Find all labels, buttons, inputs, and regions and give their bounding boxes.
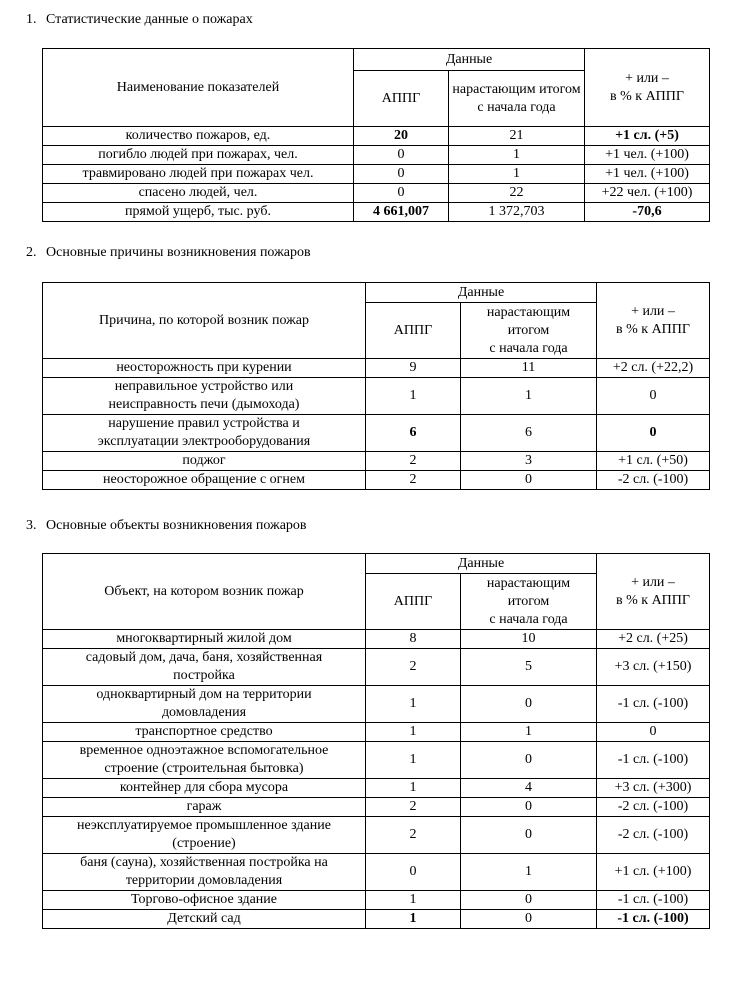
row-name-cell: Детский сад — [43, 910, 366, 929]
section-heading — [26, 11, 253, 29]
row-name-cell: неэксплуатируемое промышленное здание (строение) — [43, 817, 366, 854]
row-appg-cell: 2 — [366, 817, 461, 854]
header-data-group: Данные — [366, 554, 597, 574]
row-change-cell: +3 сл. (+150) — [597, 649, 710, 686]
header-data-group: Данные — [366, 283, 597, 303]
table-row — [43, 127, 710, 146]
row-appg-cell: 1 — [366, 686, 461, 723]
section-number: 3. — [26, 518, 37, 533]
row-name-cell: баня (сауна), хозяйственная постройка на территории домовладения — [43, 854, 366, 891]
table-row — [43, 686, 710, 723]
table-header-row — [43, 554, 710, 574]
row-appg-cell: 8 — [366, 630, 461, 649]
section-title: Статистические данные о пожарах — [46, 12, 253, 27]
table-row — [43, 910, 710, 929]
row-cumulative-cell: 3 — [461, 452, 597, 471]
row-name-cell: нарушение правил устройства и эксплуатации электрооборудования — [43, 415, 366, 452]
table-row — [43, 203, 710, 222]
section-number: 2. — [26, 245, 37, 260]
row-appg-cell: 0 — [354, 184, 449, 203]
table-row — [43, 415, 710, 452]
row-name-cell: травмировано людей при пожарах чел. — [43, 165, 354, 184]
row-cumulative-cell: 22 — [449, 184, 585, 203]
row-cumulative-cell: 1 — [461, 723, 597, 742]
header-data-group: Данные — [354, 49, 585, 71]
section-heading — [26, 517, 307, 535]
row-name-cell: неосторожное обращение с огнем — [43, 471, 366, 490]
row-name-cell: одноквартирный дом на территории домовладения — [43, 686, 366, 723]
row-change-cell: +2 сл. (+22,2) — [597, 359, 710, 378]
header-change-column: + или – в % к АППГ — [597, 283, 710, 359]
row-cumulative-cell: 1 — [461, 854, 597, 891]
table-header-row — [43, 49, 710, 71]
row-appg-cell: 2 — [366, 649, 461, 686]
row-appg-cell: 2 — [366, 471, 461, 490]
section-number: 1. — [26, 12, 37, 27]
header-change-column: + или – в % к АППГ — [585, 49, 710, 127]
section-title: Основные причины возникновения пожаров — [46, 245, 311, 260]
row-change-cell: -1 сл. (-100) — [597, 686, 710, 723]
row-cumulative-cell: 4 — [461, 779, 597, 798]
row-appg-cell: 1 — [366, 779, 461, 798]
row-name-cell: поджог — [43, 452, 366, 471]
table-header-row — [43, 283, 710, 303]
table-row — [43, 891, 710, 910]
row-change-cell: -1 сл. (-100) — [597, 910, 710, 929]
table-row — [43, 723, 710, 742]
fire-statistics-table — [42, 48, 710, 222]
header-name-column: Объект, на котором возник пожар — [43, 554, 366, 630]
table-row — [43, 184, 710, 203]
row-change-cell: 0 — [597, 378, 710, 415]
row-appg-cell: 2 — [366, 798, 461, 817]
header-appg-column: АППГ — [366, 303, 461, 359]
table-row — [43, 798, 710, 817]
row-change-cell: 0 — [597, 723, 710, 742]
fire-causes-table — [42, 282, 710, 490]
row-cumulative-cell: 0 — [461, 742, 597, 779]
row-cumulative-cell: 0 — [461, 910, 597, 929]
table-row — [43, 630, 710, 649]
table-row — [43, 649, 710, 686]
row-appg-cell: 20 — [354, 127, 449, 146]
row-cumulative-cell: 10 — [461, 630, 597, 649]
row-cumulative-cell: 6 — [461, 415, 597, 452]
header-cumulative-column: нарастающим итогом с начала года — [449, 71, 585, 127]
row-name-cell: гараж — [43, 798, 366, 817]
table-row — [43, 146, 710, 165]
table-row — [43, 817, 710, 854]
row-appg-cell: 9 — [366, 359, 461, 378]
row-appg-cell: 6 — [366, 415, 461, 452]
table-row — [43, 452, 710, 471]
row-change-cell: -1 сл. (-100) — [597, 891, 710, 910]
row-name-cell: неосторожность при курении — [43, 359, 366, 378]
row-change-cell: -2 сл. (-100) — [597, 798, 710, 817]
row-change-cell: -1 сл. (-100) — [597, 742, 710, 779]
row-name-cell: погибло людей при пожарах, чел. — [43, 146, 354, 165]
row-cumulative-cell: 5 — [461, 649, 597, 686]
row-change-cell: +22 чел. (+100) — [585, 184, 710, 203]
row-cumulative-cell: 1 372,703 — [449, 203, 585, 222]
row-cumulative-cell: 1 — [449, 165, 585, 184]
row-name-cell: прямой ущерб, тыс. руб. — [43, 203, 354, 222]
row-change-cell: +1 сл. (+100) — [597, 854, 710, 891]
row-appg-cell: 0 — [354, 146, 449, 165]
section-heading — [26, 244, 311, 262]
row-name-cell: спасено людей, чел. — [43, 184, 354, 203]
header-name-column: Причина, по которой возник пожар — [43, 283, 366, 359]
row-appg-cell: 0 — [366, 854, 461, 891]
table-row — [43, 165, 710, 184]
row-name-cell: контейнер для сбора мусора — [43, 779, 366, 798]
row-cumulative-cell: 21 — [449, 127, 585, 146]
row-appg-cell: 0 — [354, 165, 449, 184]
row-cumulative-cell: 1 — [449, 146, 585, 165]
table-row — [43, 742, 710, 779]
row-change-cell: -70,6 — [585, 203, 710, 222]
header-appg-column: АППГ — [366, 574, 461, 630]
row-cumulative-cell: 0 — [461, 686, 597, 723]
row-cumulative-cell: 0 — [461, 817, 597, 854]
row-cumulative-cell: 0 — [461, 891, 597, 910]
row-cumulative-cell: 0 — [461, 798, 597, 817]
row-cumulative-cell: 1 — [461, 378, 597, 415]
row-name-cell: многоквартирный жилой дом — [43, 630, 366, 649]
row-appg-cell: 1 — [366, 910, 461, 929]
row-change-cell: +2 сл. (+25) — [597, 630, 710, 649]
row-name-cell: количество пожаров, ед. — [43, 127, 354, 146]
row-name-cell: транспортное средство — [43, 723, 366, 742]
row-appg-cell: 1 — [366, 723, 461, 742]
row-change-cell: -2 сл. (-100) — [597, 471, 710, 490]
row-change-cell: +1 сл. (+50) — [597, 452, 710, 471]
table-row — [43, 779, 710, 798]
row-cumulative-cell: 11 — [461, 359, 597, 378]
header-cumulative-column: нарастающим итогом с начала года — [461, 303, 597, 359]
header-name-column: Наименование показателей — [43, 49, 354, 127]
header-change-column: + или – в % к АППГ — [597, 554, 710, 630]
row-cumulative-cell: 0 — [461, 471, 597, 490]
row-name-cell: неправильное устройство или неисправность печи (дымохода) — [43, 378, 366, 415]
header-appg-column: АППГ — [354, 71, 449, 127]
row-name-cell: Торгово-офисное здание — [43, 891, 366, 910]
row-appg-cell: 4 661,007 — [354, 203, 449, 222]
row-appg-cell: 1 — [366, 891, 461, 910]
row-name-cell: садовый дом, дача, баня, хозяйственная постройка — [43, 649, 366, 686]
row-change-cell: 0 — [597, 415, 710, 452]
row-change-cell: +1 сл. (+5) — [585, 127, 710, 146]
row-name-cell: временное одноэтажное вспомогательное строение (строительная бытовка) — [43, 742, 366, 779]
header-cumulative-column: нарастающим итогом с начала года — [461, 574, 597, 630]
row-change-cell: +3 сл. (+300) — [597, 779, 710, 798]
table-row — [43, 854, 710, 891]
section-title: Основные объекты возникновения пожаров — [46, 518, 307, 533]
row-change-cell: +1 чел. (+100) — [585, 146, 710, 165]
table-row — [43, 378, 710, 415]
row-appg-cell: 2 — [366, 452, 461, 471]
row-appg-cell: 1 — [366, 742, 461, 779]
row-change-cell: +1 чел. (+100) — [585, 165, 710, 184]
table-row — [43, 471, 710, 490]
fire-objects-table — [42, 553, 710, 929]
row-appg-cell: 1 — [366, 378, 461, 415]
table-row — [43, 359, 710, 378]
row-change-cell: -2 сл. (-100) — [597, 817, 710, 854]
